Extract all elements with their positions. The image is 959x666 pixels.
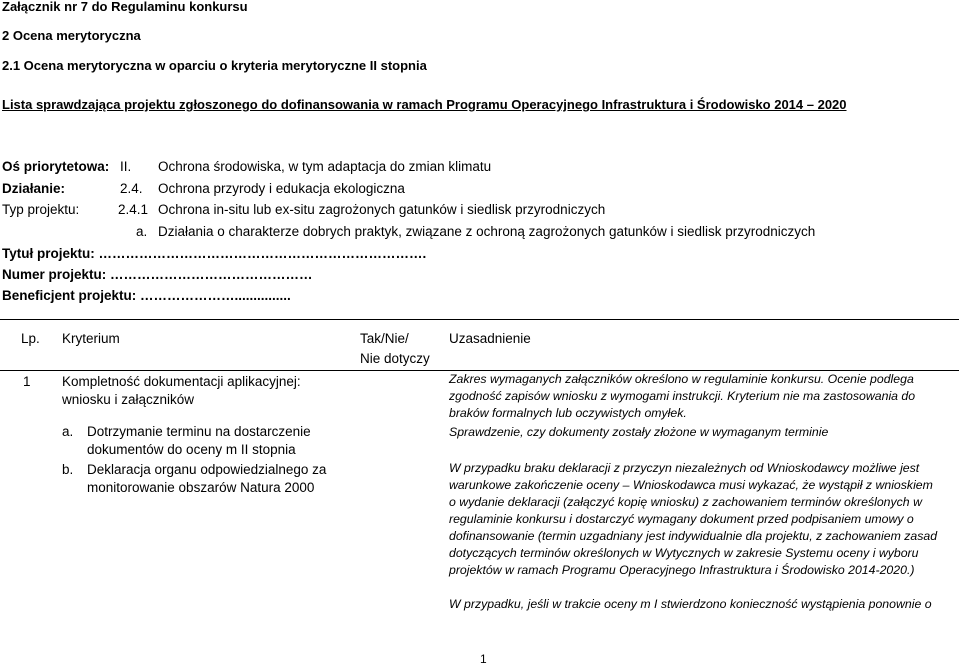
row1-lp: 1 (23, 374, 31, 389)
sub-b-justification-next: W przypadku, jeśli w trakcie oceny m I stwierdzono konieczność wystąpienia ponownie o (449, 597, 932, 611)
section-title: 2 Ocena merytoryczna (2, 28, 141, 43)
project-number-label-text: Numer projektu: (2, 267, 107, 282)
sub-b-line1: Deklaracja organu odpowiedzialnego za (87, 462, 327, 477)
axis-value: Ochrona środowiska, w tym adaptacja do zmian klimatu (158, 159, 492, 174)
col-decision-header-line2: Nie dotyczy (360, 351, 430, 366)
row1-criterion-line2: wniosku i załączników (62, 392, 195, 407)
project-number-placeholder: ……………………………………… (110, 267, 313, 282)
sub-b-justification: W przypadku braku deklaracji z przyczyn niezależnych od Wnioskodawcy możliwe jest warunkowe zakończenie oceny – Wnioskodawca musi wykazać, że wystąpił z wnioskiem o wydanie deklaracji (załączyć kopię wniosku) z zachowaniem terminów określonych w regulaminie konkursu i dostarczyć wymagany dokument przed podpisaniem umowy o dofinansowanie (termin uzgadniany jest indywidualnie dla projektu, z zachowaniem zasad dotyczących terminów określonych w Wytycznych w zakresie Systemu oceny i wyboru projektów w ramach Programu Operacyjnego Infrastruktura i Środowisko 2014-2020.) (449, 461, 938, 577)
type-label: Typ projektu: (2, 202, 80, 217)
sub-b-line2: monitorowanie obszarów Natura 2000 (87, 480, 315, 495)
axis-code: II. (120, 159, 132, 174)
page-number: 1 (480, 652, 487, 666)
beneficiary-label (2, 288, 291, 303)
project-title-label (2, 246, 426, 261)
col-decision-header-line1: Tak/Nie/ (360, 331, 409, 346)
sub-a-line1: Dotrzymanie terminu na dostarczenie (87, 424, 311, 439)
sub-a-marker: a. (62, 424, 74, 439)
action-value: Ochrona przyrody i edukacja ekologiczna (158, 181, 405, 196)
subsection-title: 2.1 Ocena merytoryczna w oparciu o kryteria merytoryczne II stopnia (2, 58, 427, 73)
row1-justification: Zakres wymaganych załączników określono w regulaminie konkursu. Ocenie podlega zgodność zapisów wniosku z wymogami instrukcji. Kryterium nie ma zastosowania do braków formalnych lub oczywistych omyłek. (449, 372, 916, 420)
project-number-label (2, 267, 313, 282)
beneficiary-placeholder: …………………............... (140, 288, 291, 303)
type-sub-code: a. (136, 224, 148, 239)
axis-label: Oś priorytetowa: (2, 159, 110, 174)
sub-b-marker: b. (62, 462, 74, 477)
project-title-placeholder: ………………………………………………………………. (98, 246, 427, 261)
sub-a-justification: Sprawdzenie, czy dokumenty zostały złożone w wymaganym terminie (449, 425, 829, 439)
project-title-label-text: Tytuł projektu: (2, 246, 95, 261)
col-lp-header: Lp. (21, 331, 40, 346)
attachment-title: Załącznik nr 7 do Regulaminu konkursu (2, 0, 248, 14)
beneficiary-label-text: Beneficjent projektu: (2, 288, 137, 303)
type-sub-value: Działania o charakterze dobrych praktyk, związane z ochroną zagrożonych gatunków i siedlisk przyrodniczych (158, 224, 816, 239)
col-justification-header: Uzasadnienie (449, 331, 531, 346)
table-top-border (0, 319, 959, 320)
row1-criterion-line1: Kompletność dokumentacji aplikacyjnej: (62, 374, 301, 389)
type-value: Ochrona in-situ lub ex-situ zagrożonych gatunków i siedlisk przyrodniczych (158, 202, 606, 217)
sub-a-line2: dokumentów do oceny m II stopnia (87, 442, 296, 457)
type-code: 2.4.1 (118, 202, 149, 217)
col-criterion-header: Kryterium (62, 331, 120, 346)
action-label: Działanie: (2, 181, 66, 196)
action-code: 2.4. (120, 181, 143, 196)
checklist-title: Lista sprawdzająca projektu zgłoszonego do dofinansowania w ramach Programu Operacyjnego Infrastruktura i Środowisko 2014 – 2020 (2, 97, 847, 112)
